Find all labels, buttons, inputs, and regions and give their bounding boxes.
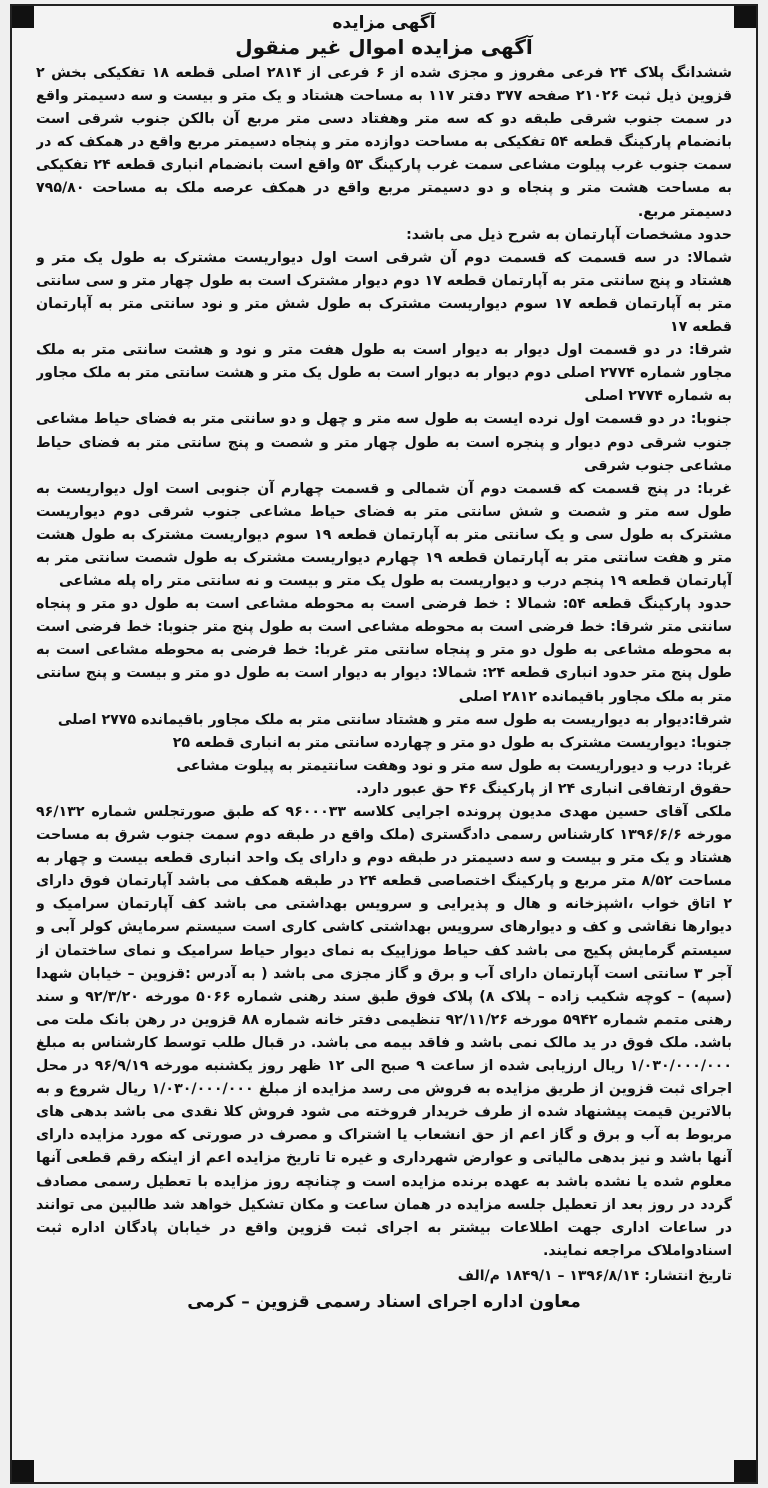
notice-title: آگهی مزایده (332, 13, 436, 33)
auction-details: ملکی آقای حسین مهدی مدیون پرونده اجرایی کلاسه ۹۶۰۰۰۳۳ که طبق صورتجلس شماره ۹۶/۱۳۲ مورخه ۱۳۹۶/۶/۶ کارشناس رسمی دادگستری (ملک واقع در طبقه دوم سمت جنوب شرق به مساحت هشتاد و یک متر و بیست و سه دسیمتر در طبقه دوم و دارای یک واحد انباری قطعه بیست و چهار به مساحت ۸/۵۲ متر مربع و پارکینگ اختصاصی قطعه ۲۴ در طبقه همکف می باشد آپارتمان فوق دارای ۲ اتاق خواب ،اشپزخانه و هال و پذیرایی و سرویس بهداشتی می باشد کف آپارتمان سرامیک و دیوارها نقاشی و کف و دیوارهای سرویس بهداشتی کاشی کاری است سیستم سرمایش کولر آبی و سیستم گرمایش پکیج می باشد کف حیاط موزاییک به نمای دیوار حیاط سرامیک و نمای ساختمان از آجر ۳ سانتی است آپارتمان دارای آب و برق و گاز مجزی می باشد ( به آدرس :قزوین – خیابان شهدا (سپه) – کوچه شکیب زاده – پلاک ۸) پلاک فوق طبق سند رهنی شماره ۵۰۶۶ مورخه ۹۲/۳/۲۰ و سند رهنی متمم شماره ۵۹۴۲ مورخه ۹۲/۱۱/۲۶ تنظیمی دفتر خانه شماره ۸۸ قزوین در رهن بانک ملت می باشد. ملک فوق در ید مالک نمی باشد و فاقد بیمه می باشد. در قبال طلب توسط کارشناس به مبلغ ۱/۰۳۰/۰۰۰/۰۰۰ ریال ارزیابی شده از ساعت ۹ صبح الی ۱۲ ظهر روز یکشنبه مورخه ۹۶/۹/۱۹ در محل اجرای ثبت قزوین از طریق مزایده به فروش می رسد مزایده از مبلغ ۱/۰۳۰/۰۰۰/۰۰۰ ریال شروع و به بالاترین قیمت پیشنهاد شده از طرف خریدار فروخته می شود فروش کلا نقدی می باشد بدهی های مربوط به آب و برق و گاز اعم از حق انشعاب یا اشتراک و مصرف در صورتی که مورد مزایده دارای آنها باشد و نیز بدهی مالیاتی و عوارض شهرداری و غیره تا تاریخ مزایده اعم از اینکه رقم قطعی آنها معلوم شده یا نشده باشد به عهده برنده مزایده است و چنانچه روز مزایده با تعطیل رسمی مصادف گردد در روز بعد از تعطیل جلسه مزایده در همان ساعت و مکان تشکیل خواهد شد طالبین می توانند در ساعات اداری جهت اطلاعات بیشتر به اجرای ثبت قزوین واقع در خیابان پادگان اداره ثبت اسنادواملاک مراجعه نمایند. (36, 804, 732, 1259)
corner-ornament (12, 6, 34, 28)
signature-line: معاون اداره اجرای اسناد رسمی قزوین – کرمی (187, 1291, 581, 1312)
boundary-west: غربا: در پنج قسمت که قسمت دوم آن شمالی و قسمت چهارم آن جنوبی است اول دیواریست به طول سه متر و شصت و شش سانتی متر به فضای حیاط مشاعی جنوب شرقی دوم دیواریست مشترک به طول سی و یک سانتی متر به آپارتمان قطعه ۱۹ سوم دیواریست مشترک به طول هشت متر و هفت سانتی متر به آپارتمان قطعه ۱۹ چهارم دیواریست مشترک به طول شصت سانتی متر به آپارتمان قطعه ۱۹ پنجم درب و دیواریست به طول یک متر و بیست و نه سانتی متر راه پله مشاعی (36, 480, 732, 590)
corner-ornament (12, 1460, 34, 1482)
corner-ornament (734, 6, 756, 28)
corner-ornament (734, 1460, 756, 1482)
publication-date: تاریخ انتشار: ۱۳۹۶/۸/۱۴ – ۱۸۴۹/۱ م/الف (457, 1267, 732, 1284)
boundary-south: جنوبا: در دو قسمت اول نرده ایست به طول سه متر و چهل و دو سانتی متر به فضای حیاط مشاعی جنوب شرقی دوم دیوار و پنجره است به طول چهار متر و شصت و پنج سانتی متر به فضای حیاط مشاعی جنوب شرقی (36, 411, 732, 474)
notice-subtitle: آگهی مزایده اموال غیر منقول (235, 35, 533, 59)
storage-boundary-east: شرقا:دیوار به دیواریست به طول سه متر و هشتاد سانتی متر به ملک مجاور باقیمانده ۲۷۷۵ اصلی (57, 711, 732, 728)
storage-boundary-south: جنوبا: دیواریست مشترک به طول دو متر و چهارده سانتی متر به انباری قطعه ۲۵ (172, 734, 732, 751)
property-description: ششدانگ پلاک ۲۴ فرعی مفروز و مجزی شده از ۶ فرعی از ۲۸۱۴ اصلی قطعه ۱۸ تفکیکی بخش ۲ قزوین ذیل ثبت ۲۱۰۲۶ صفحه ۳۷۷ دفتر ۱۱۷ به مساحت هشتاد و یک متر و بیست و سه دسیمتر واقع در سمت جنوب شرقی طبقه دو که سه متر وهفتاد دسی متر مربع آن بالکن جنوب شرقی است بانضمام پارکینگ قطعه ۵۴ تفکیکی به مساحت دوازده متر و پنجاه دسیمتر مربع واقع در همکف که در سمت جنوب غرب پیلوت مشاعی سمت غرب پارکینگ ۵۳ واقع است بانضمام انباری قطعه ۲۴ تفکیکی به مساحت هشت متر و پنجاه و دو دسیمتر مربع واقع در همکف عرصه ملک به مساحت ۷۹۵/۸۰ دسیمتر مربع. (36, 65, 732, 220)
parking-boundaries: حدود پارکینگ قطعه ۵۴: شمالا : خط فرضی است به محوطه مشاعی است به طول دو متر و پنجاه سانتی متر شرقا: خط فرضی است به محوطه مشاعی است به طول پنج متر جنوبا: خط فرضی است به محوطه مشاعی به طول دو متر و پنجاه سانتی متر غربا: خط فرضی به محوطه مشاعی است به طول پنج متر حدود انباری قطعه ۲۴: شمالا: دیوار به دیوار است به طول دو متر و بیست و پنج سانتی متر به ملک مجاور باقیمانده ۲۸۱۲ اصلی (36, 596, 732, 705)
notice-content (36, 12, 732, 1476)
notice-sheet (10, 4, 758, 1484)
easement-rights: حقوق ارتفاقی انباری ۲۴ از پارکینگ ۴۶ حق عبور دارد. (356, 780, 732, 797)
boundary-east: شرقا: در دو قسمت اول دیوار به دیوار است به طول هفت متر و نود و هشت سانتی متر به ملک مجاور شماره ۲۷۷۴ اصلی دوم دیوار به دیوار است به طول یک متر و هشت سانتی متر به ملک مجاور به شماره ۲۷۷۴ اصلی (36, 342, 732, 405)
boundaries-heading: حدود مشخصات آپارتمان به شرح ذیل می باشد: (406, 226, 732, 243)
storage-boundary-west: غربا: درب و دیوراریست به طول سه متر و نود وهفت سانتیمتر به پیلوت مشاعی (176, 757, 732, 774)
boundary-north: شمالا: در سه قسمت که قسمت دوم آن شرقی است اول دیواریست مشترک به طول یک متر و هشتاد و پنج سانتی متر به آپارتمان قطعه ۱۷ دوم دیوار مشترک است به طول چهار متر و سی سانتی متر به آپارتمان قطعه ۱۷ سوم دیواریست مشترک به طول شش متر و نود سانتی متر به آپارتمان قطعه ۱۷ (36, 249, 732, 336)
